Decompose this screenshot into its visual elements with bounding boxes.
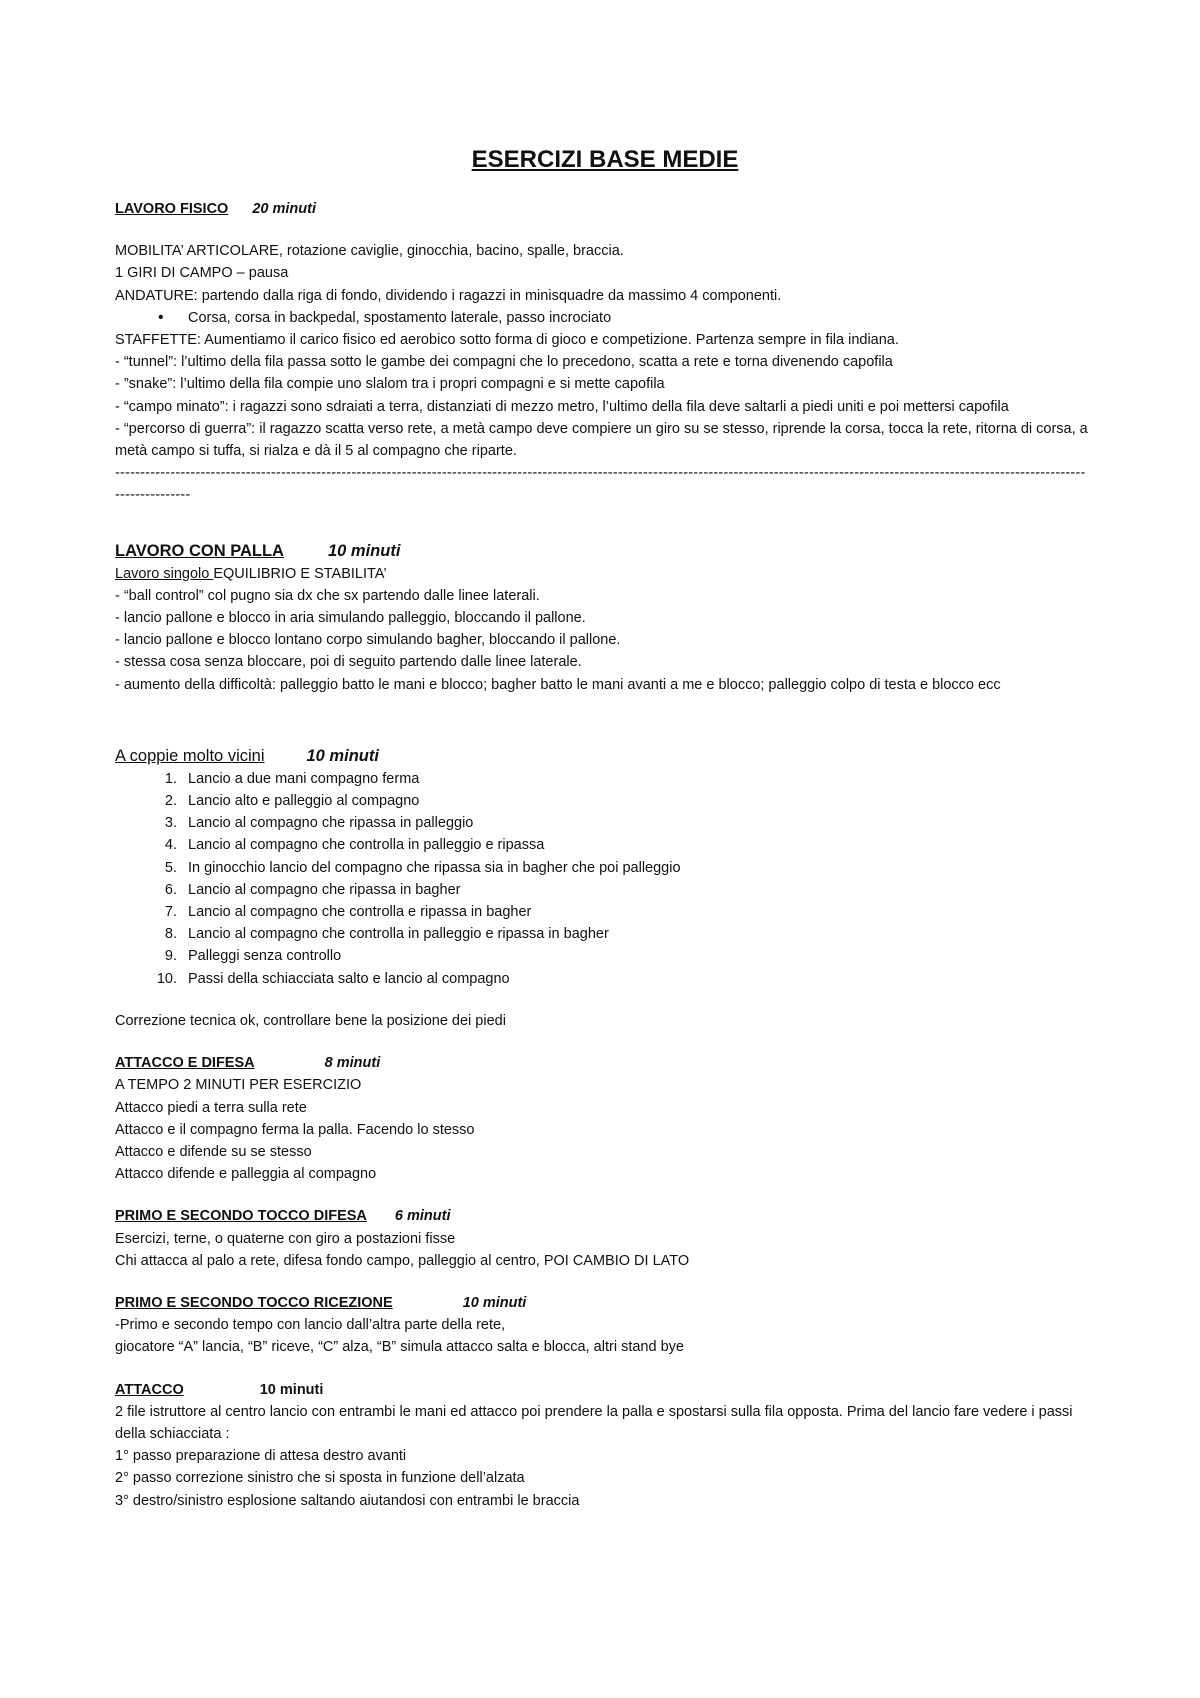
paragraph-line: ANDATURE: partendo dalla riga di fondo, dividendo i ragazzi in minisquadre da massimo 4 componenti. <box>115 287 782 304</box>
paragraph-line: MOBILITA’ ARTICOLARE, rotazione caviglie, ginocchia, bacino, spalle, braccia. <box>115 243 624 260</box>
paragraph-line: - lancio pallone e blocco lontano corpo simulando bagher, bloccando il pallone. <box>115 632 621 649</box>
document-page <box>115 140 1095 1512</box>
paragraph-line: - stessa cosa senza bloccare, poi di seguito partendo dalle linee laterale. <box>115 654 582 671</box>
paragraph-line: Attacco difende e palleggia al compagno <box>115 1166 377 1183</box>
section-header-primo-secondo-difesa <box>115 1205 1095 1227</box>
section-duration: 10 minuti <box>306 746 379 765</box>
section-title: PRIMO E SECONDO TOCCO DIFESA <box>115 1208 367 1225</box>
section-title: PRIMO E SECONDO TOCCO RICEZIONE <box>115 1294 393 1311</box>
paragraph-line: 2° passo correzione sinistro che si sposta in funzione dell’alzata <box>115 1470 525 1487</box>
section-duration: 6 minuti <box>394 1208 451 1225</box>
paragraph-line: Attacco e il compagno ferma la palla. Facendo lo stesso <box>115 1121 475 1138</box>
section-title: A coppie molto vicini <box>115 746 265 765</box>
document-title: ESERCIZI BASE MEDIE <box>471 146 739 173</box>
paragraph-line: A TEMPO 2 MINUTI PER ESERCIZIO <box>115 1077 362 1094</box>
section-title: ATTACCO <box>115 1381 184 1398</box>
section-header-attacco-difesa <box>115 1052 1095 1074</box>
list-item: 9. Palleggi senza controllo <box>164 948 342 965</box>
section-duration: 10 minuti <box>259 1381 324 1398</box>
separator-line: ------------------------------------------------------------------------------------------------------------------------------------------------------------------------------------------------- <box>115 465 1086 482</box>
numbered-list <box>115 768 1095 990</box>
paragraph-line: -Primo e secondo tempo con lancio dall’altra parte della rete, <box>115 1317 506 1334</box>
paragraph-line: - “percorso di guerra”: il ragazzo scatta verso rete, a metà campo deve compiere un giro su se stesso, riprende la corsa, tocca la rete, ritorna di corsa, a metà campo si tuffa, si rialza e dà il 5 al compagno che riparte. <box>115 420 1088 460</box>
section-header-primo-secondo-ricezione <box>115 1292 1095 1314</box>
list-item: 5. In ginocchio lancio del compagno che ripassa sia in bagher che poi palleggio <box>164 859 681 876</box>
section-header-coppie <box>115 744 1095 768</box>
subsection-label: Lavoro singolo <box>115 565 214 582</box>
separator-line: --------------- <box>115 487 191 504</box>
paragraph-line: - “ball control” col pugno sia dx che sx partendo dalle linee laterali. <box>115 587 540 604</box>
list-item: 1. Lancio a due mani compagno ferma <box>164 770 420 787</box>
paragraph-line: Attacco piedi a terra sulla rete <box>115 1099 307 1116</box>
paragraph-line: - “tunnel”: l’ultimo della fila passa sotto le gambe dei compagni che lo precedono, scatta a rete e torna divenendo capofila <box>115 354 893 371</box>
paragraph-line: 1 GIRI DI CAMPO – pausa <box>115 265 289 282</box>
section-header-lavoro-fisico <box>115 198 1095 220</box>
list-item: 3. Lancio al compagno che ripassa in palleggio <box>164 815 474 832</box>
section-duration: 10 minuti <box>462 1294 527 1311</box>
paragraph-line: - aumento della difficoltà: palleggio batto le mani e blocco; bagher batto le mani avanti a me e blocco; palleggio colpo di testa e blocco ecc <box>115 676 1001 693</box>
paragraph-line: Correzione tecnica ok, controllare bene la posizione dei piedi <box>115 1012 506 1029</box>
list-item: 10. Passi della schiacciata salto e lancio al compagno <box>156 970 510 987</box>
paragraph-line: 1° passo preparazione di attesa destro avanti <box>115 1448 407 1465</box>
bullet-list <box>115 307 1095 329</box>
section-duration: 10 minuti <box>327 541 401 560</box>
paragraph-line: Attacco e difende su se stesso <box>115 1143 312 1160</box>
section-title: ATTACCO E DIFESA <box>115 1055 255 1072</box>
section-header-lavoro-palla <box>115 539 1095 563</box>
paragraph-line: 2 file istruttore al centro lancio con entrambi le mani ed attacco poi prendere la palla e spostarsi sulla fila opposta. Prima del lancio fare vedere i passi della schiacciata : <box>115 1403 1073 1442</box>
list-item: • Corsa, corsa in backpedal, spostamento laterale, passo incrociato <box>115 307 1095 329</box>
paragraph-line: - ”snake”: l’ultimo della fila compie uno slalom tra i propri compagni e si mette capofila <box>115 376 665 393</box>
list-item: 8. Lancio al compagno che controlla in palleggio e ripassa in bagher <box>164 926 609 943</box>
section-title: LAVORO CON PALLA <box>115 541 284 560</box>
paragraph-line: - lancio pallone e blocco in aria simulando palleggio, bloccando il pallone. <box>115 610 586 627</box>
paragraph-line: Chi attacca al palo a rete, difesa fondo campo, palleggio al centro, POI CAMBIO DI LATO <box>115 1252 690 1269</box>
paragraph-line: Esercizi, terne, o quaterne con giro a postazioni fisse <box>115 1230 456 1247</box>
paragraph-line: - “campo minato”: i ragazzi sono sdraiati a terra, distanziati di mezzo metro, l’ultimo della fila deve saltarli a piedi uniti e poi mettersi capofila <box>115 398 1009 415</box>
section-header-attacco <box>115 1379 1095 1401</box>
list-item: 7. Lancio al compagno che controlla e ripassa in bagher <box>164 904 532 921</box>
subsection-line <box>115 563 1095 585</box>
list-item: 4. Lancio al compagno che controlla in palleggio e ripassa <box>164 837 545 854</box>
paragraph-line: giocatore “A” lancia, “B” riceve, “C” alza, “B” simula attacco salta e blocca, altri stand bye <box>115 1339 684 1356</box>
paragraph-line: 3° destro/sinistro esplosione saltando aiutandosi con entrambi le braccia <box>115 1492 580 1509</box>
section-duration: 20 minuti <box>252 201 316 217</box>
paragraph-line: STAFFETTE: Aumentiamo il carico fisico ed aerobico sotto forma di gioco e competizione. Partenza sempre in fila indiana. <box>115 332 899 349</box>
subsection-topic: EQUILIBRIO E STABILITA’ <box>213 565 387 582</box>
section-duration: 8 minuti <box>324 1055 381 1072</box>
list-item: 2. Lancio alto e palleggio al compagno <box>164 793 420 810</box>
section-title: LAVORO FISICO <box>115 201 229 217</box>
list-item: 6. Lancio al compagno che ripassa in bagher <box>164 881 461 898</box>
